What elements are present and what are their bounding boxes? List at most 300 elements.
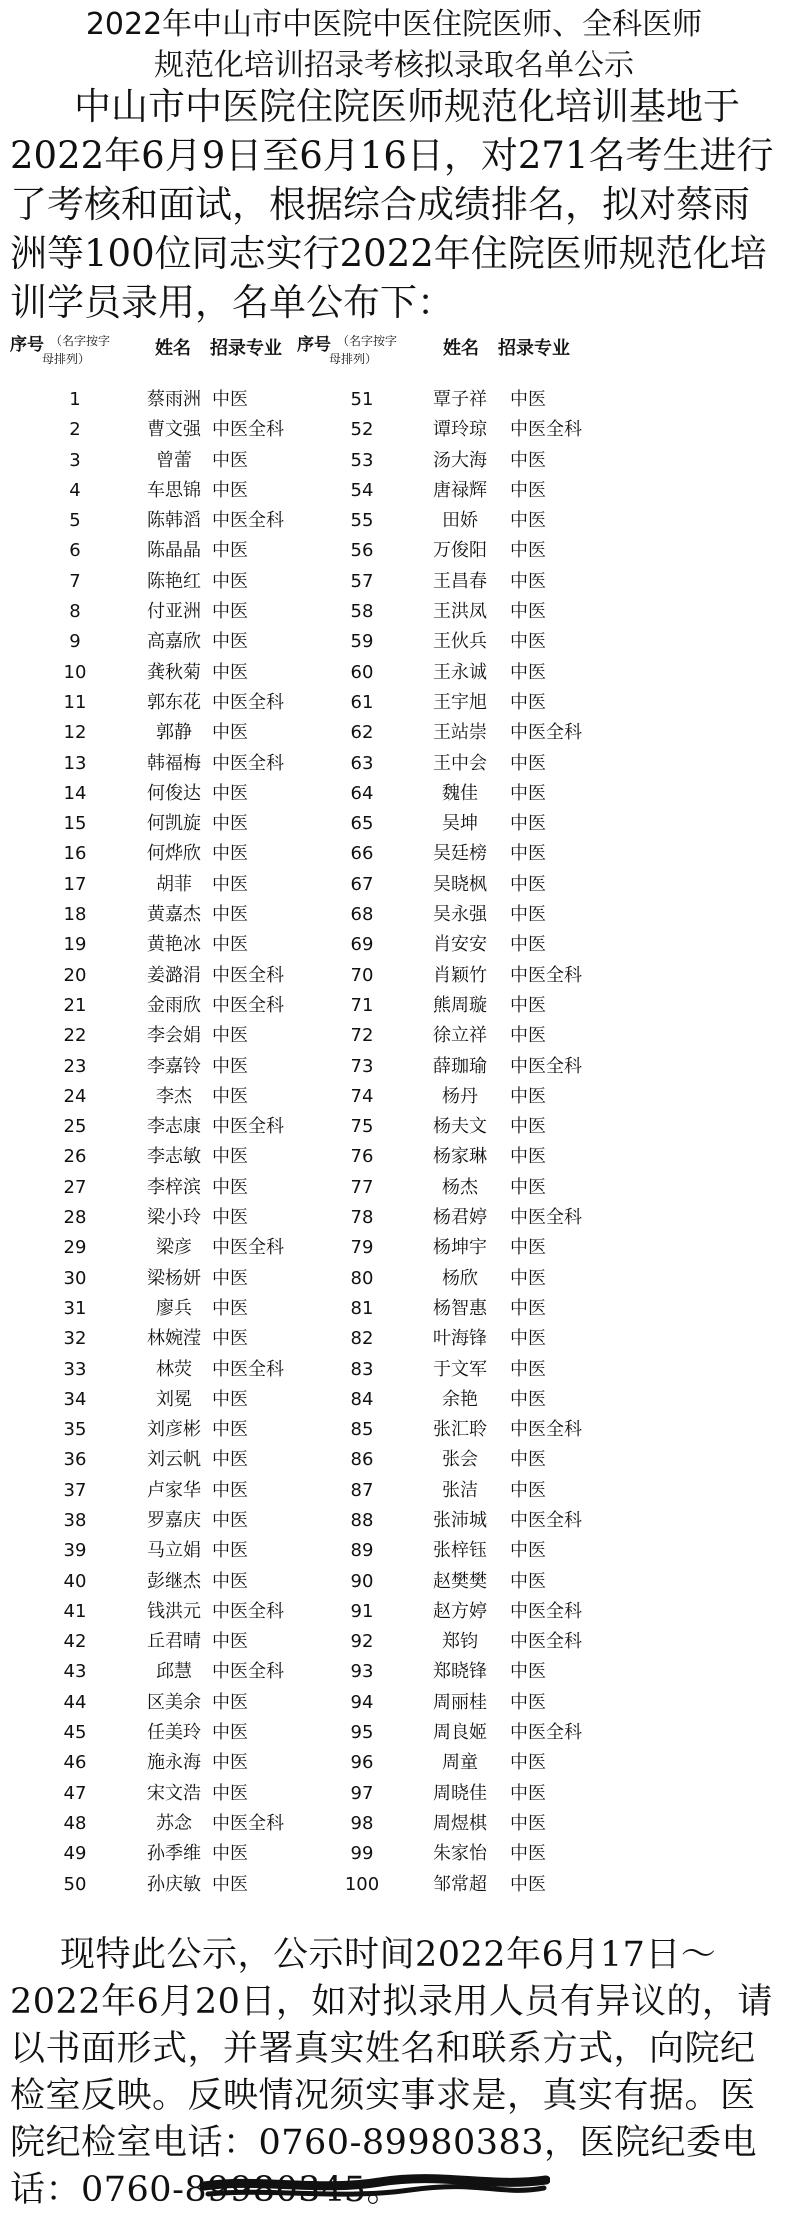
right-major: 中医: [510, 1297, 546, 1319]
left-major: 中医: [212, 479, 248, 501]
left-seq: 29: [63, 1237, 87, 1259]
right-major: 中医: [510, 1025, 546, 1047]
left-seq: 23: [63, 1055, 87, 1077]
right-major: 中医全科: [510, 1207, 582, 1229]
right-major: 中医: [510, 1146, 546, 1168]
left-major: 中医: [212, 1752, 248, 1774]
left-major: 中医: [212, 1055, 248, 1077]
left-name: 彭继杰: [147, 1570, 201, 1592]
right-major: 中医: [510, 1812, 546, 1834]
right-major: 中医: [510, 1328, 546, 1350]
right-seq: 61: [350, 691, 374, 713]
header-seq-left: 序号: [10, 335, 44, 355]
right-seq: 76: [350, 1146, 374, 1168]
left-seq: 21: [63, 994, 87, 1016]
left-major: 中医: [212, 1509, 248, 1531]
table-row: [0, 900, 788, 930]
table-row: [0, 961, 788, 991]
left-name: 李会娟: [147, 1025, 201, 1047]
table-row: [0, 1536, 788, 1566]
right-name: 熊周璇: [433, 994, 487, 1016]
table-row: [0, 688, 788, 718]
left-name: 李杰: [156, 1085, 192, 1107]
left-name: 何俊达: [147, 782, 201, 804]
right-seq: 66: [350, 843, 374, 865]
left-major: 中医全科: [212, 1237, 284, 1259]
right-major: 中医全科: [510, 964, 582, 986]
left-name: 廖兵: [156, 1297, 192, 1319]
left-major: 中医: [212, 1419, 248, 1441]
right-major: 中医: [510, 601, 546, 623]
left-seq: 50: [63, 1873, 87, 1895]
left-major: 中医: [212, 661, 248, 683]
right-seq: 80: [350, 1267, 374, 1289]
right-major: 中医全科: [510, 1509, 582, 1531]
right-major: 中医: [510, 510, 546, 532]
left-name: 邱慧: [156, 1661, 192, 1683]
left-name: 付亚洲: [147, 601, 201, 623]
left-major: 中医: [212, 843, 248, 865]
left-major: 中医: [212, 1176, 248, 1198]
right-major: 中医: [510, 1388, 546, 1410]
right-name: 周良姬: [433, 1722, 487, 1744]
left-name: 梁杨妍: [147, 1267, 201, 1289]
right-seq: 84: [350, 1388, 374, 1410]
right-name: 覃子祥: [433, 389, 487, 410]
left-major: 中医全科: [212, 1812, 284, 1834]
left-major: 中医: [212, 1449, 248, 1471]
right-seq: 74: [350, 1085, 374, 1107]
header-name-right: 姓名: [443, 338, 479, 359]
left-major: 中医全科: [212, 419, 284, 441]
left-seq: 44: [63, 1691, 87, 1713]
left-seq: 22: [63, 1025, 87, 1047]
table-row: [0, 1142, 788, 1172]
right-major: 中医全科: [510, 419, 582, 441]
left-seq: 46: [63, 1752, 87, 1774]
left-name: 蔡雨洲: [147, 389, 201, 410]
right-name: 张梓钰: [433, 1540, 487, 1562]
left-major: 中医全科: [212, 510, 284, 532]
right-name: 王站崇: [433, 722, 487, 744]
table-row: [0, 1173, 788, 1203]
right-major: 中医: [510, 752, 546, 774]
right-major: 中医: [510, 1540, 546, 1562]
left-major: 中医: [212, 1479, 248, 1501]
right-major: 中医: [510, 994, 546, 1016]
left-major: 中医全科: [212, 964, 284, 986]
table-row: [0, 597, 788, 627]
table-header: [0, 330, 788, 372]
left-seq: 30: [63, 1267, 87, 1289]
right-name: 王中会: [433, 752, 487, 774]
left-name: 任美玲: [147, 1722, 201, 1744]
right-name: 杨家琳: [433, 1146, 487, 1168]
left-seq: 27: [63, 1176, 87, 1198]
notice-text: 现特此公示，公示时间2022年6月17日～2022年6月20日，如对拟录用人员有异议的，请以书面形式，并署真实姓名和联系方式，向院纪检室反映。反映情况须实事求是，真实有据。医院纪检室电话：0760-89980383，医院纪委电话：0760-89980345。: [10, 1935, 773, 2210]
right-name: 叶海锋: [433, 1328, 487, 1350]
table-row: [0, 567, 788, 597]
left-seq: 24: [63, 1085, 87, 1107]
table-row: [0, 1839, 788, 1869]
left-seq: 2: [69, 419, 81, 441]
right-seq: 85: [350, 1419, 374, 1441]
header-seq-note-left-1: （名字按字: [50, 334, 111, 348]
left-name: 宋文浩: [147, 1782, 201, 1804]
right-name: 吴坤: [442, 813, 478, 835]
right-seq: 94: [350, 1691, 374, 1713]
left-major: 中医: [212, 389, 248, 410]
left-name: 孙季维: [147, 1843, 201, 1865]
right-seq: 65: [350, 813, 374, 835]
right-name: 吴廷榜: [433, 843, 487, 865]
left-name: 丘君晴: [147, 1631, 201, 1653]
right-seq: 97: [350, 1782, 374, 1804]
right-name: 杨智惠: [433, 1297, 487, 1319]
right-name: 王宇旭: [433, 691, 487, 713]
right-seq: 70: [350, 964, 374, 986]
right-name: 汤大海: [433, 449, 487, 471]
left-name: 李嘉铃: [147, 1055, 201, 1077]
right-name: 赵方婷: [433, 1600, 487, 1622]
left-major: 中医: [212, 601, 248, 623]
right-name: 周童: [442, 1752, 478, 1774]
right-name: 谭玲琼: [433, 419, 487, 441]
table-row: [0, 1415, 788, 1445]
right-seq: 54: [350, 479, 374, 501]
header-seq-note-right-2: 母排列）: [329, 352, 378, 366]
left-seq: 15: [63, 813, 87, 835]
left-name: 卢家华: [147, 1479, 201, 1501]
left-seq: 34: [63, 1388, 87, 1410]
left-major: 中医全科: [212, 1661, 284, 1683]
left-major: 中医全科: [212, 994, 284, 1016]
left-seq: 26: [63, 1146, 87, 1168]
left-major: 中医: [212, 570, 248, 592]
left-major: 中医: [212, 631, 248, 653]
table-row: [0, 446, 788, 476]
table-row: [0, 1021, 788, 1051]
right-major: 中医: [510, 1176, 546, 1198]
right-seq: 60: [350, 661, 374, 683]
right-major: 中医: [510, 934, 546, 956]
intro-text: 中山市中医院住院医师规范化培训基地于2022年6月9日至6月16日，对271名考生进行了考核和面试，根据综合成绩排名，拟对蔡雨洲等100位同志实行2022年住院医师规范化培训学员录用，名单公布下：: [10, 85, 774, 324]
left-seq: 1: [69, 389, 81, 410]
left-name: 施永海: [147, 1752, 201, 1774]
left-seq: 6: [69, 540, 81, 562]
left-name: 李梓滨: [147, 1176, 201, 1198]
table-row: [0, 1870, 788, 1900]
right-major: 中医全科: [510, 722, 582, 744]
right-name: 杨君婷: [433, 1207, 487, 1229]
right-seq: 51: [350, 389, 374, 410]
left-seq: 42: [63, 1631, 87, 1653]
left-name: 曹文强: [147, 419, 201, 441]
header-seq-note-left-2: 母排列）: [42, 352, 91, 366]
left-name: 姜潞涓: [147, 964, 201, 986]
left-seq: 39: [63, 1540, 87, 1562]
table-row: [0, 1233, 788, 1263]
table-row: [0, 1294, 788, 1324]
left-seq: 5: [69, 510, 81, 532]
right-seq: 73: [350, 1055, 374, 1077]
left-major: 中医: [212, 1388, 248, 1410]
right-major: 中医: [510, 1570, 546, 1592]
left-major: 中医全科: [212, 1116, 284, 1138]
right-seq: 55: [350, 510, 374, 532]
right-seq: 92: [350, 1631, 374, 1653]
right-seq: 91: [350, 1600, 374, 1622]
header-major-left: 招录专业: [210, 338, 282, 359]
left-seq: 16: [63, 843, 87, 865]
right-major: 中医: [510, 1085, 546, 1107]
right-seq: 72: [350, 1025, 374, 1047]
left-seq: 33: [63, 1358, 87, 1380]
left-major: 中医全科: [212, 1358, 284, 1380]
left-major: 中医: [212, 1267, 248, 1289]
right-major: 中医: [510, 1873, 546, 1895]
header-seq-right: 序号: [297, 335, 331, 355]
right-seq: 71: [350, 994, 374, 1016]
left-name: 刘彦彬: [147, 1419, 201, 1441]
right-major: 中医: [510, 1449, 546, 1471]
left-seq: 14: [63, 782, 87, 804]
left-seq: 31: [63, 1297, 87, 1319]
table-row: [0, 1445, 788, 1475]
right-major: 中医: [510, 1267, 546, 1289]
left-seq: 47: [63, 1782, 87, 1804]
right-name: 薛珈瑜: [433, 1055, 487, 1077]
left-name: 黄艳冰: [147, 934, 201, 956]
left-major: 中医: [212, 1873, 248, 1895]
left-major: 中医: [212, 1570, 248, 1592]
right-name: 唐禄辉: [433, 479, 487, 501]
left-name: 梁小玲: [147, 1207, 201, 1229]
left-seq: 25: [63, 1116, 87, 1138]
table-row: [0, 1567, 788, 1597]
left-seq: 40: [63, 1570, 87, 1592]
right-seq: 52: [350, 419, 374, 441]
right-name: 魏佳: [442, 782, 478, 804]
right-seq: 87: [350, 1479, 374, 1501]
left-major: 中医: [212, 813, 248, 835]
left-name: 林荧: [156, 1358, 192, 1380]
left-seq: 37: [63, 1479, 87, 1501]
right-name: 张洁: [442, 1479, 478, 1501]
right-seq: 98: [350, 1812, 374, 1834]
right-seq: 82: [350, 1328, 374, 1350]
left-name: 陈韩滔: [147, 510, 201, 532]
left-major: 中医全科: [212, 1600, 284, 1622]
right-seq: 56: [350, 540, 374, 562]
left-name: 孙庆敏: [147, 1873, 201, 1895]
right-major: 中医: [510, 904, 546, 926]
left-name: 马立娟: [147, 1540, 201, 1562]
table-row: [0, 1748, 788, 1778]
table-row: [0, 1657, 788, 1687]
right-name: 肖安安: [433, 934, 487, 956]
left-seq: 11: [63, 691, 87, 713]
table-row: [0, 1082, 788, 1112]
left-seq: 36: [63, 1449, 87, 1471]
table-row: [0, 1506, 788, 1536]
left-name: 郭东花: [147, 691, 201, 713]
table-row: [0, 385, 788, 415]
right-major: 中医: [510, 1116, 546, 1138]
right-major: 中医: [510, 1479, 546, 1501]
left-major: 中医: [212, 904, 248, 926]
left-seq: 17: [63, 873, 87, 895]
right-seq: 78: [350, 1207, 374, 1229]
right-name: 杨坤宇: [433, 1237, 487, 1259]
left-name: 林婉滢: [147, 1328, 201, 1350]
table-row: [0, 1476, 788, 1506]
left-major: 中医: [212, 1722, 248, 1744]
right-seq: 69: [350, 934, 374, 956]
left-seq: 43: [63, 1661, 87, 1683]
right-seq: 75: [350, 1116, 374, 1138]
table-row: [0, 1597, 788, 1627]
table-row: [0, 1203, 788, 1233]
left-name: 苏念: [156, 1812, 192, 1834]
table-row: [0, 1385, 788, 1415]
right-major: 中医全科: [510, 1631, 582, 1653]
right-name: 周丽桂: [433, 1691, 487, 1713]
left-name: 韩福梅: [147, 752, 201, 774]
right-major: 中医: [510, 540, 546, 562]
table-row: [0, 1779, 788, 1809]
left-major: 中医全科: [212, 752, 284, 774]
table-row: [0, 1324, 788, 1354]
left-major: 中医: [212, 1085, 248, 1107]
right-seq: 59: [350, 631, 374, 653]
left-major: 中医: [212, 1328, 248, 1350]
right-major: 中医: [510, 1843, 546, 1865]
right-major: 中医全科: [510, 1600, 582, 1622]
left-major: 中医: [212, 1025, 248, 1047]
right-name: 万俊阳: [433, 540, 487, 562]
right-seq: 86: [350, 1449, 374, 1471]
left-seq: 28: [63, 1207, 87, 1229]
right-major: 中医全科: [510, 1722, 582, 1744]
right-major: 中医全科: [510, 1419, 582, 1441]
right-name: 肖颖竹: [433, 964, 487, 986]
right-major: 中医: [510, 449, 546, 471]
title-line-2: 规范化培训招录考核拟录取名单公示: [154, 48, 634, 83]
right-name: 赵樊樊: [433, 1570, 487, 1592]
left-name: 胡菲: [156, 873, 192, 895]
right-major: 中医: [510, 1782, 546, 1804]
table-row: [0, 1264, 788, 1294]
left-name: 刘云帆: [147, 1449, 201, 1471]
left-seq: 49: [63, 1843, 87, 1865]
right-name: 杨杰: [442, 1176, 478, 1198]
right-seq: 89: [350, 1540, 374, 1562]
right-seq: 79: [350, 1237, 374, 1259]
right-seq: 53: [350, 449, 374, 471]
table-row: [0, 1718, 788, 1748]
right-major: 中医: [510, 691, 546, 713]
table-row: [0, 1355, 788, 1385]
left-major: 中医: [212, 449, 248, 471]
left-seq: 8: [69, 601, 81, 623]
right-seq: 57: [350, 570, 374, 592]
table-row: [0, 1809, 788, 1839]
notice-paragraph: [10, 1932, 786, 2214]
left-name: 郭静: [156, 722, 192, 744]
left-name: 区美余: [147, 1691, 201, 1713]
left-name: 梁彦: [156, 1237, 192, 1259]
left-name: 金雨欣: [147, 994, 201, 1016]
right-major: 中医: [510, 479, 546, 501]
right-major: 中医: [510, 661, 546, 683]
left-name: 钱洪元: [147, 1600, 201, 1622]
left-major: 中医: [212, 873, 248, 895]
left-major: 中医: [212, 1843, 248, 1865]
table-row: [0, 1112, 788, 1142]
right-major: 中医: [510, 631, 546, 653]
right-major: 中医: [510, 843, 546, 865]
right-seq: 81: [350, 1297, 374, 1319]
table-row: [0, 1688, 788, 1718]
right-major: 中医: [510, 570, 546, 592]
left-major: 中医: [212, 1146, 248, 1168]
right-seq: 83: [350, 1358, 374, 1380]
left-name: 龚秋菊: [147, 661, 201, 683]
header-seq-note-right-1: （名字按字: [337, 334, 398, 348]
table-row: [0, 718, 788, 748]
right-seq: 88: [350, 1509, 374, 1531]
table-row: [0, 658, 788, 688]
right-name: 徐立祥: [433, 1025, 487, 1047]
table-row: [0, 930, 788, 960]
right-name: 周晓佳: [433, 1782, 487, 1804]
table-row: [0, 415, 788, 445]
right-seq: 64: [350, 782, 374, 804]
left-name: 李志敏: [147, 1146, 201, 1168]
right-seq: 100: [344, 1873, 380, 1895]
right-name: 张汇聆: [433, 1419, 487, 1441]
table-row: [0, 1627, 788, 1657]
right-seq: 58: [350, 601, 374, 623]
left-seq: 18: [63, 904, 87, 926]
right-name: 杨夫文: [433, 1116, 487, 1138]
right-major: 中医: [510, 813, 546, 835]
right-name: 余艳: [442, 1388, 478, 1410]
right-seq: 90: [350, 1570, 374, 1592]
left-name: 高嘉欣: [147, 631, 201, 653]
right-name: 张会: [442, 1449, 478, 1471]
right-name: 周煜棋: [433, 1812, 487, 1834]
left-major: 中医: [212, 1540, 248, 1562]
left-name: 陈晶晶: [147, 540, 201, 562]
intro-paragraph: [10, 82, 786, 327]
left-major: 中医: [212, 1782, 248, 1804]
title-line-1: 2022年中山市中医院中医住院医师、全科医师: [85, 7, 703, 42]
right-seq: 99: [350, 1843, 374, 1865]
right-major: 中医: [510, 1661, 546, 1683]
table-row: [0, 839, 788, 869]
left-seq: 19: [63, 934, 87, 956]
right-major: 中医: [510, 1752, 546, 1774]
left-seq: 41: [63, 1600, 87, 1622]
left-seq: 20: [63, 964, 87, 986]
table-row: [0, 627, 788, 657]
left-seq: 45: [63, 1722, 87, 1744]
right-seq: 63: [350, 752, 374, 774]
left-seq: 12: [63, 722, 87, 744]
left-seq: 10: [63, 661, 87, 683]
